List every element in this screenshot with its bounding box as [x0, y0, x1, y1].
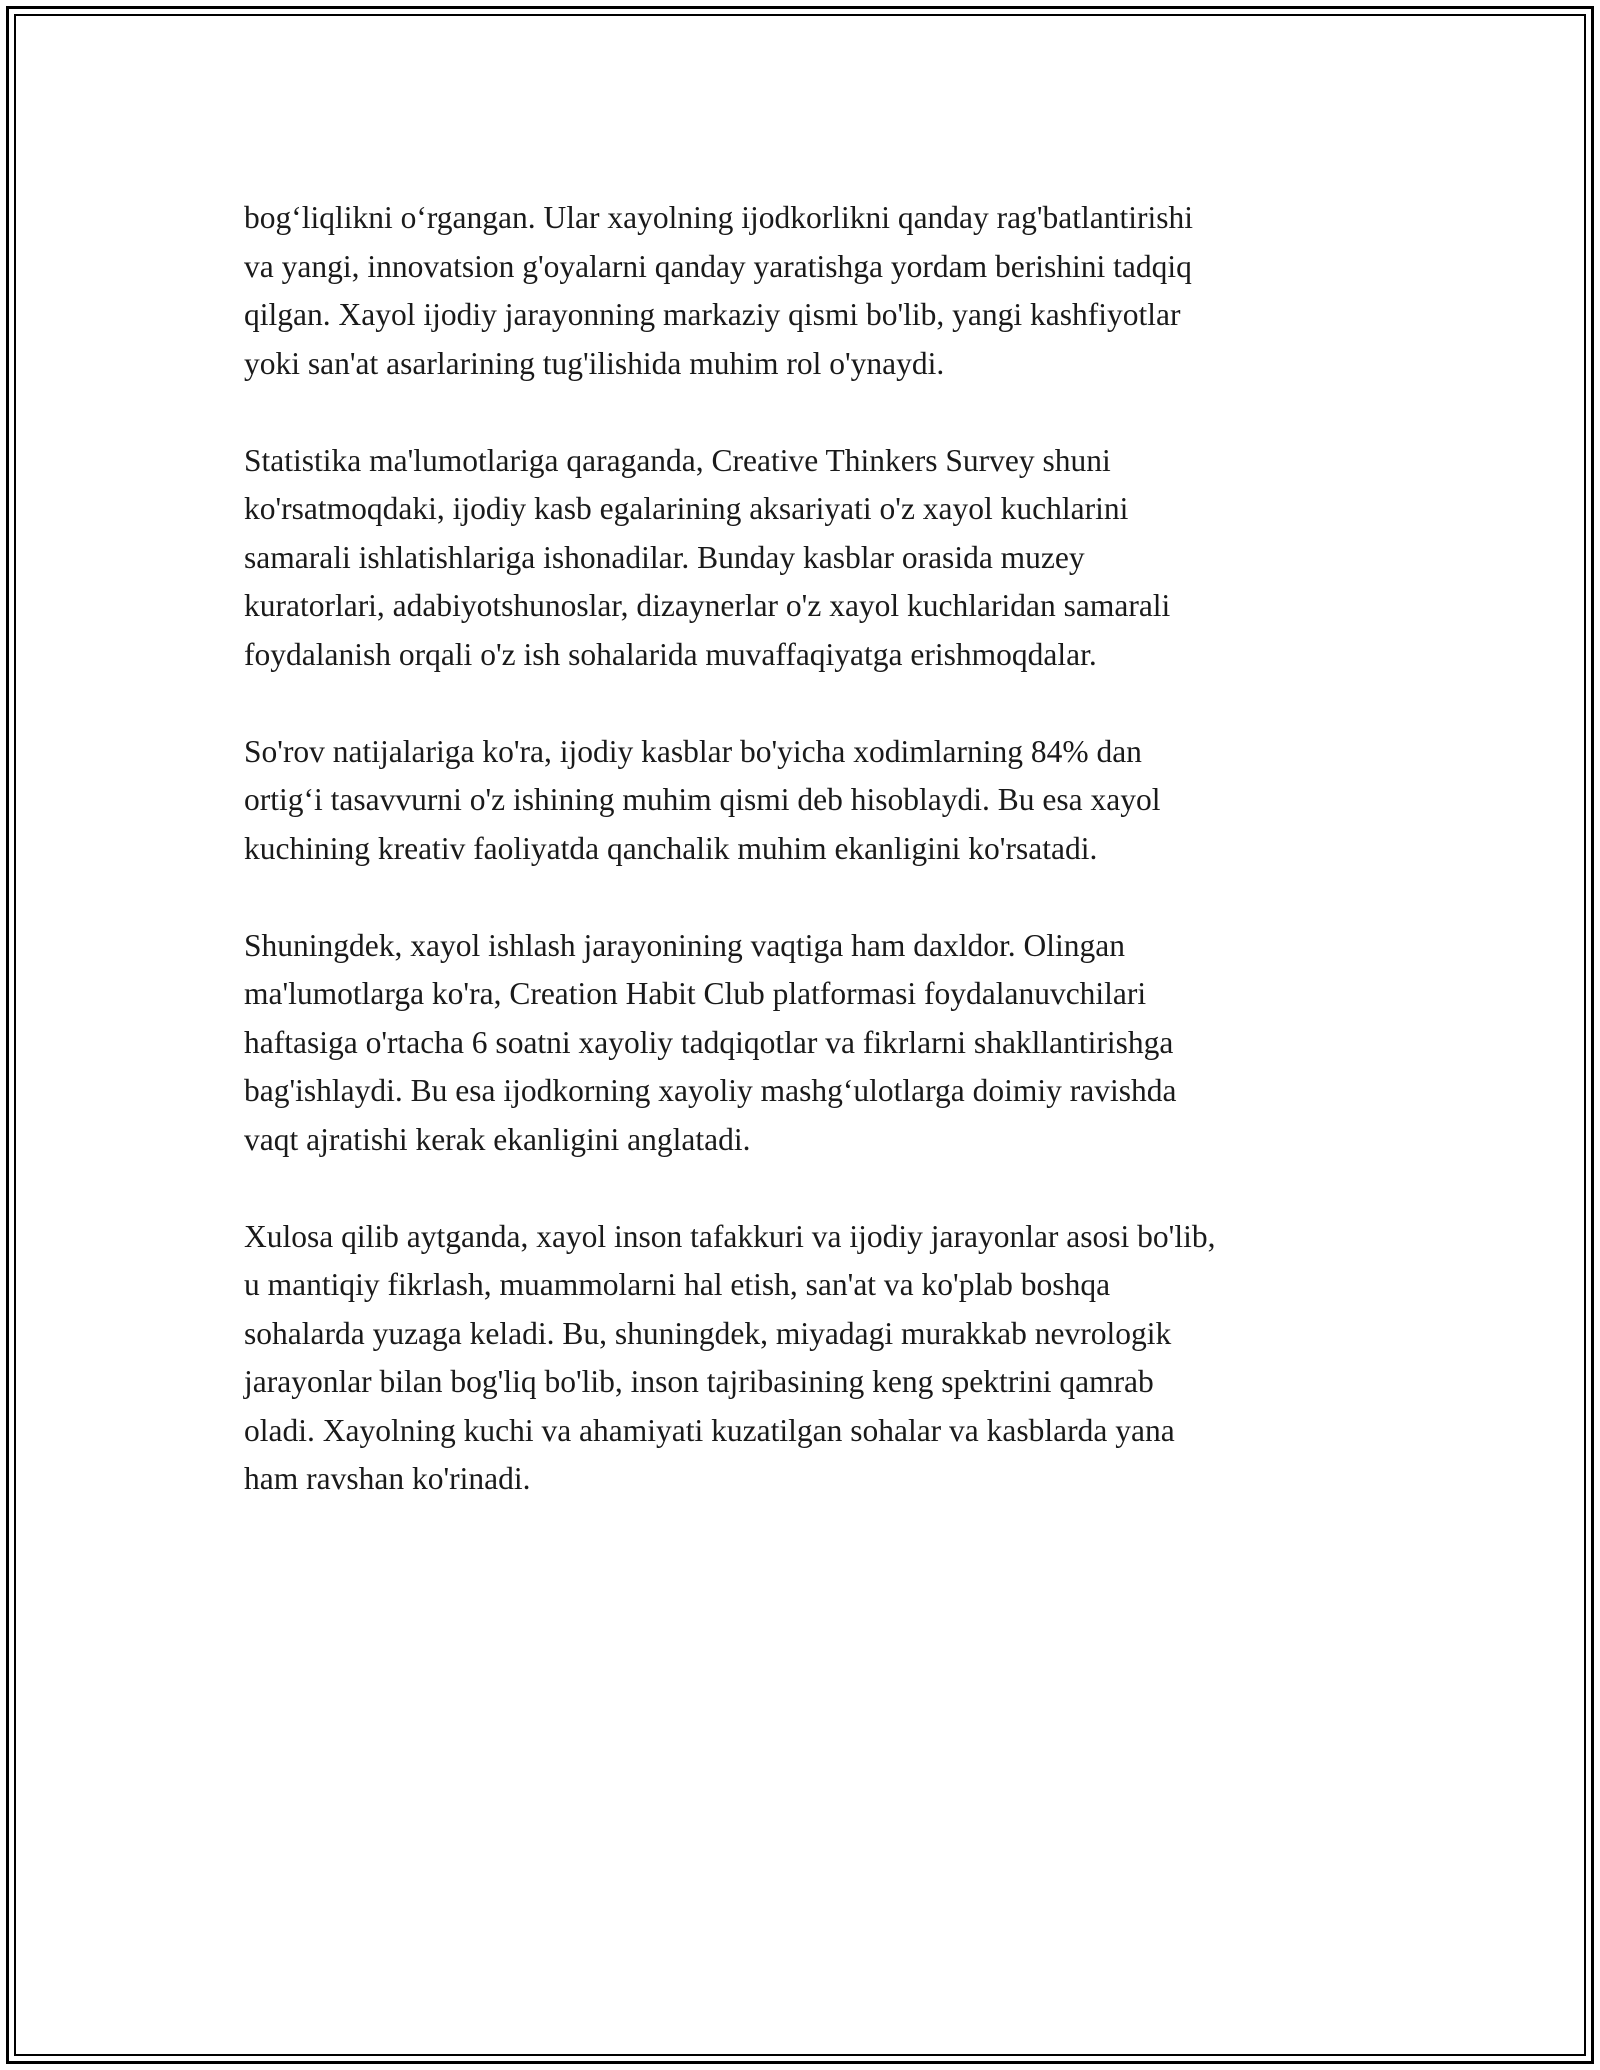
- text-line: foydalanish orqali o'z ish sohalarida muvaffaqiyatga erishmoqdalar.: [244, 636, 1097, 672]
- paragraph-2: [244, 437, 1394, 680]
- text-line: ham ravshan ko'rinadi.: [244, 1461, 531, 1496]
- paragraph-5: [244, 1213, 1394, 1504]
- text-line: Xulosa qilib aytganda, xayol inson tafakkuri va ijodiy jarayonlar asosi bo'lib,: [244, 1218, 1216, 1254]
- text-line: ko'rsatmoqdaki, ijodiy kasb egalarining aksariyati o'z xayol kuchlarini: [244, 491, 1129, 526]
- text-line: kuratorlari, adabiyotshunoslar, dizaynerlar o'z xayol kuchlaridan samarali: [244, 588, 1171, 623]
- text-line: yoki san'at asarlarining tug'ilishida muhim rol o'ynaydi.: [244, 345, 945, 381]
- page-border: [6, 6, 1594, 2064]
- text-line: kuchining kreativ faoliyatda qanchalik muhim ekanligini ko'rsatadi.: [244, 830, 1098, 866]
- paragraph-4: [244, 922, 1394, 1165]
- text-line: Statistika ma'lumotlariga qaraganda, Creative Thinkers Survey shuni: [244, 442, 1111, 478]
- text-line: jarayonlar bilan bog'liq bo'lib, inson tajribasining keng spektrini qamrab: [244, 1364, 1154, 1399]
- text-line: Shuningdek, xayol ishlash jarayonining vaqtiga ham daxldor. Olingan: [244, 927, 1125, 963]
- paragraph-1: [244, 194, 1394, 388]
- text-line: oladi. Xayolning kuchi va ahamiyati kuzatilgan sohalar va kasblarda yana: [244, 1412, 1175, 1448]
- text-line: va yangi, innovatsion g'oyalarni qanday yaratishga yordam berishini tadqiq: [244, 248, 1192, 284]
- text-line: qilgan. Xayol ijodiy jarayonning markaziy qismi bo'lib, yangi kashfiyotlar: [244, 297, 1181, 332]
- text-line: bag'ishlaydi. Bu esa ijodkorning xayoliy mashg‘ulotlarga doimiy ravishda: [244, 1073, 1177, 1108]
- text-line: sohalarda yuzaga keladi. Bu, shuningdek, miyadagi murakkab nevrologik: [244, 1315, 1172, 1351]
- text-line: So'rov natijalariga ko'ra, ijodiy kasblar bo'yicha xodimlarning 84% dan: [244, 733, 1142, 769]
- paragraph-3: [244, 728, 1394, 874]
- text-line: samarali ishlatishlariga ishonadilar. Bunday kasblar orasida muzey: [244, 539, 1085, 575]
- text-line: ma'lumotlarga ko'ra, Creation Habit Club platformasi foydalanuvchilari: [244, 976, 1147, 1011]
- document-body: [244, 194, 1394, 1552]
- text-line: vaqt ajratishi kerak ekanligini anglatadi.: [244, 1121, 751, 1157]
- text-line: haftasiga o'rtacha 6 soatni xayoliy tadqiqotlar va fikrlarni shakllantirishga: [244, 1024, 1174, 1060]
- text-line: ortig‘i tasavvurni o'z ishining muhim qismi deb hisoblaydi. Bu esa xayol: [244, 782, 1161, 817]
- text-line: u mantiqiy fikrlash, muammolarni hal etish, san'at va ko'plab boshqa: [244, 1267, 1111, 1302]
- text-line: bog‘liqlikni o‘rgangan. Ular xayolning ijodkorlikni qanday rag'batlantirishi: [244, 200, 1194, 235]
